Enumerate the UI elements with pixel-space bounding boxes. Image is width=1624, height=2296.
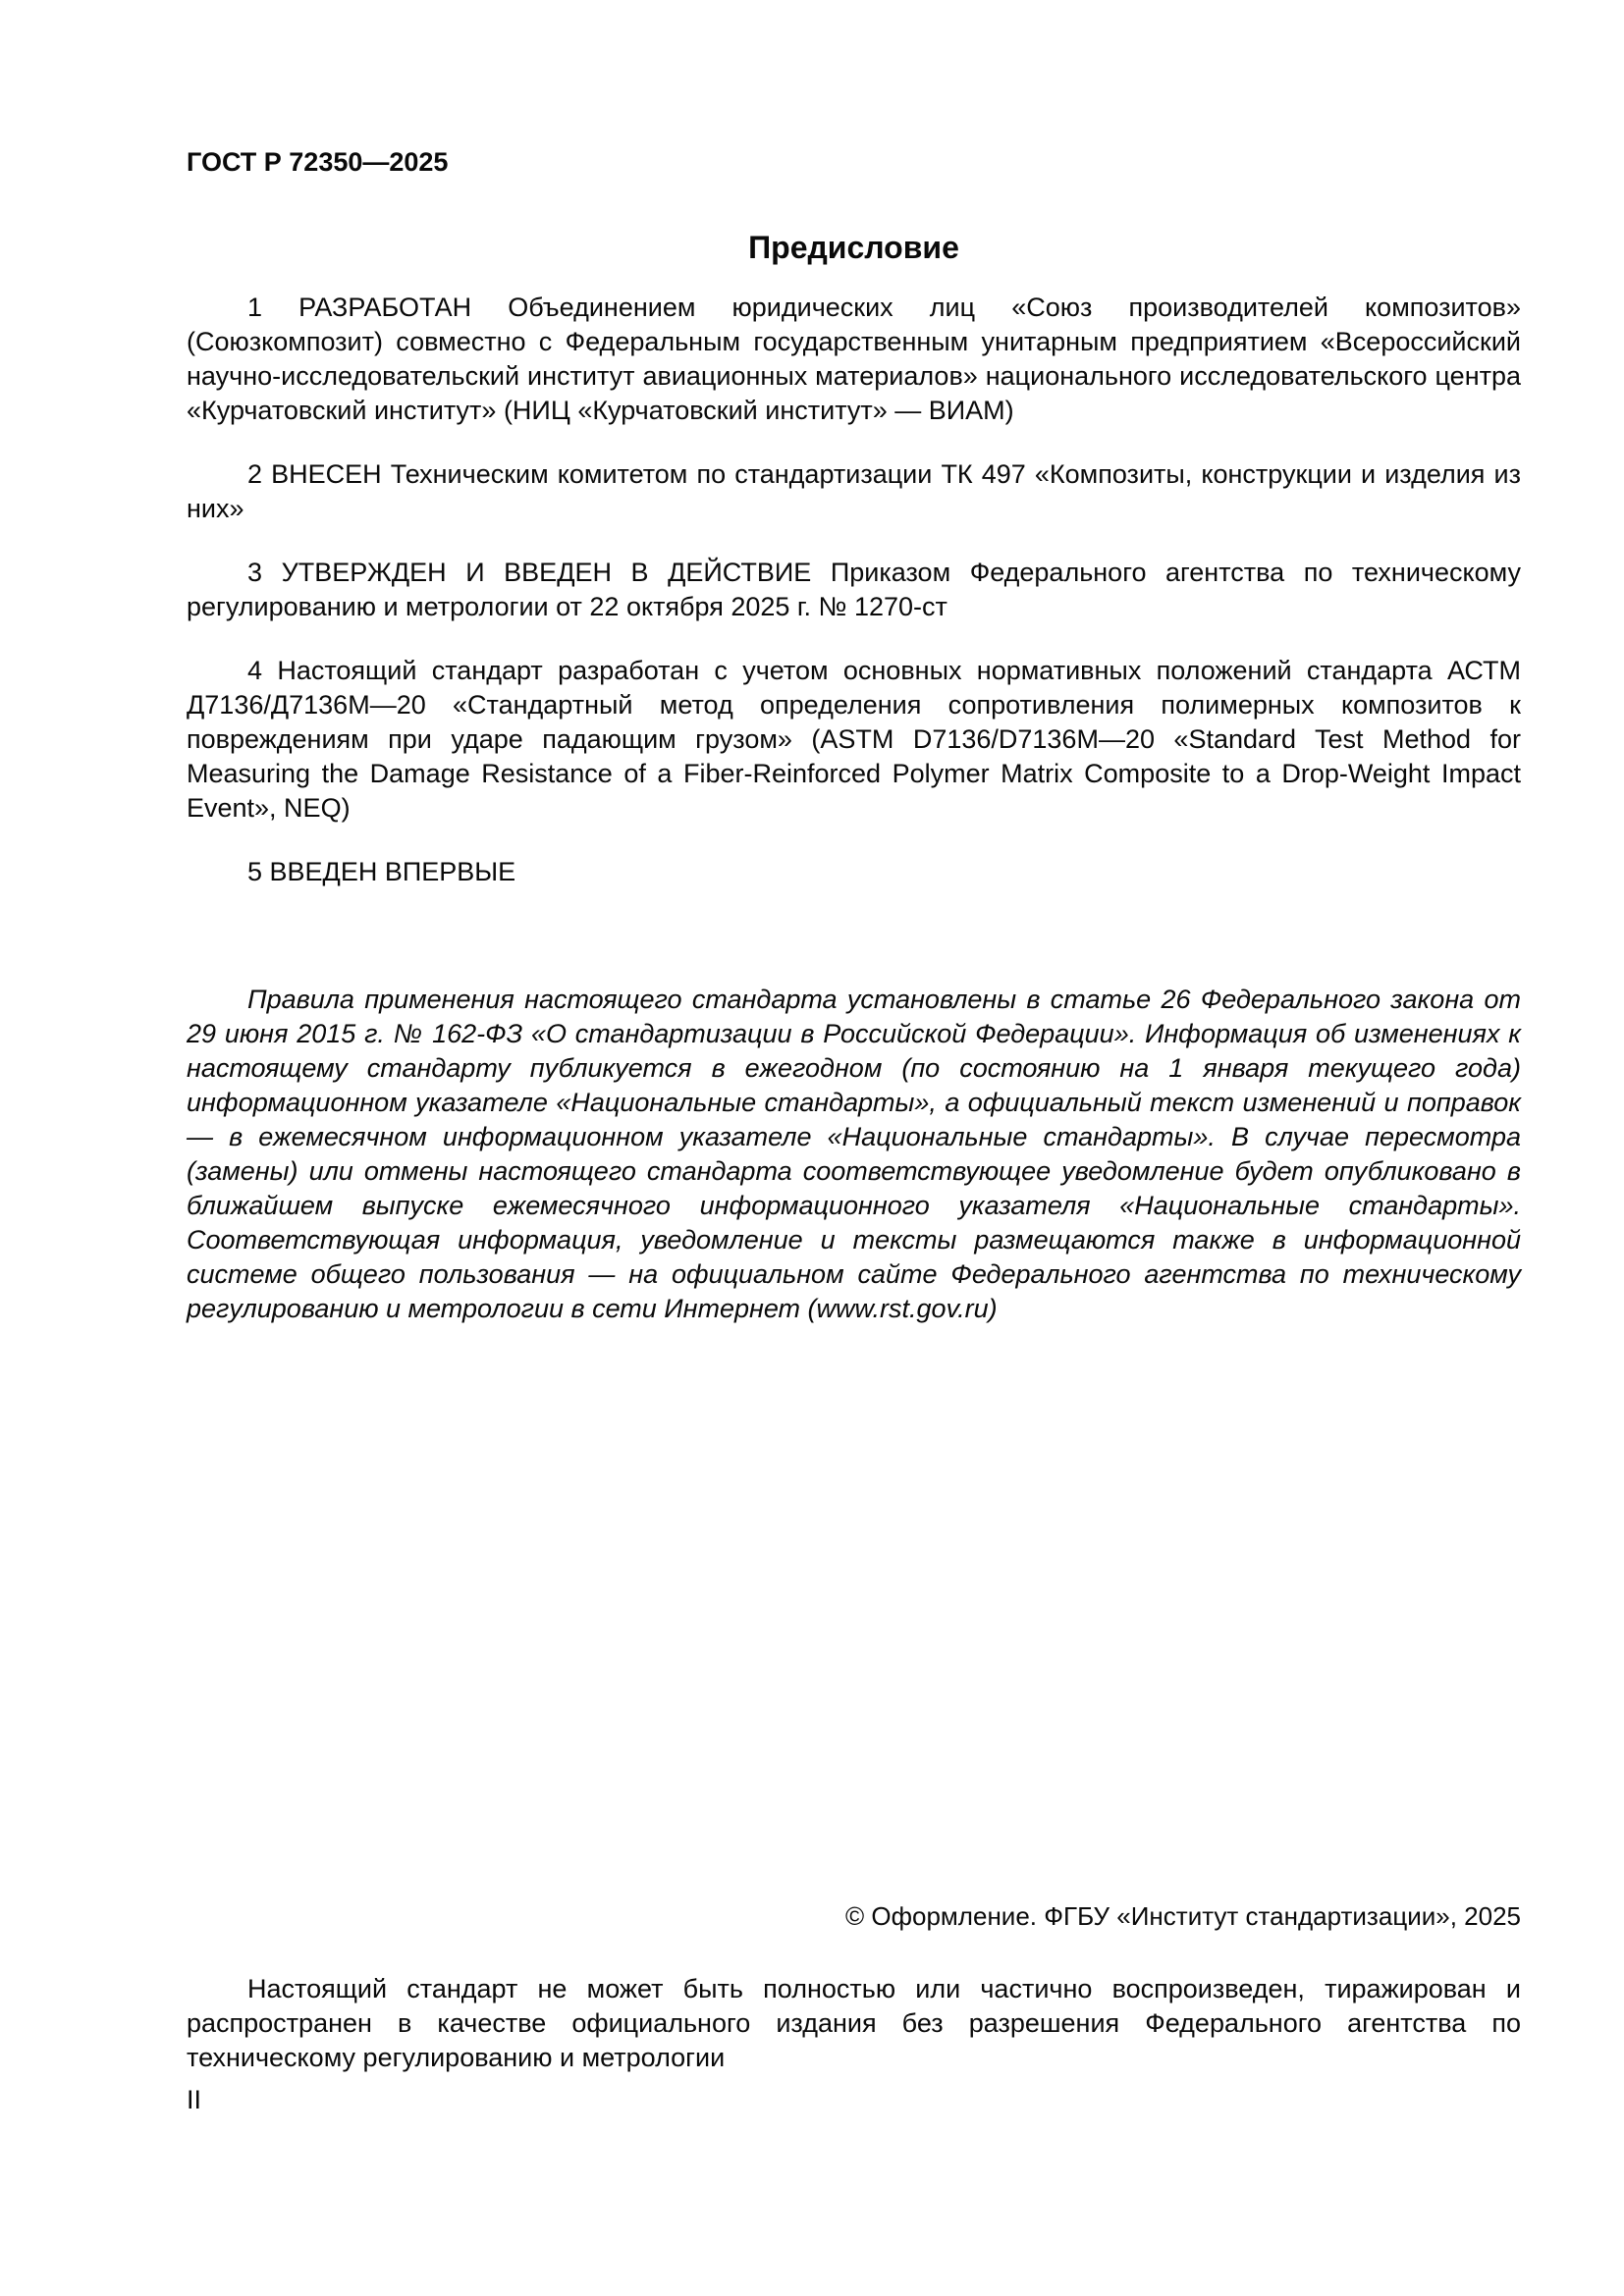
standard-designation: ГОСТ Р 72350—2025: [187, 147, 449, 177]
foreword-item-3: 3 УТВЕРЖДЕН И ВВЕДЕН В ДЕЙСТВИЕ Приказом Федерального агентства по техническому регулированию и метрологии от 22 октября 2025 г. № 1270-ст: [187, 558, 1521, 621]
reproduction-notice: Настоящий стандарт не может быть полностью или частично воспроизведен, тиражирован и распространен в качестве официального издания без разрешения Федерального агентства по техническому регулированию и метрологии: [187, 1974, 1521, 2072]
foreword-item-1: 1 РАЗРАБОТАН Объединением юридических лиц «Союз производителей композитов» (Союзкомпозит) совместно с Федеральным государственным унитарным предприятием «Всероссийский научно-исследовательский институт авиационных материалов» национального исследовательского центра «Курчатовский институт» (НИЦ «Курчатовский институт» — ВИАМ): [187, 293, 1521, 425]
page-number: II: [187, 2085, 202, 2114]
legal-notice: Правила применения настоящего стандарта установлены в статье 26 Федерального закона от 29 июня 2015 г. № 162-ФЗ «О стандартизации в Российской Федерации». Информация об изменениях к настоящему стандарту публикуется в ежегодном (по состоянию на 1 января текущего года) информационном указателе «Национальные стандарты», а официальный текст изменений и поправок — в ежемесячном информационном указателе «Национальные стандарты». В случае пересмотра (замены) или отмены настоящего стандарта соответствующее уведомление будет опубликовано в ближайшем выпуске ежемесячного информационного указателя «Национальные стандарты». Соответствующая информация, уведомление и тексты размещаются также в информационной системе общего пользования — на официальном сайте Федерального агентства по техническому регулированию и метрологии в сети Интернет (www.rst.gov.ru): [187, 985, 1521, 1323]
page-title: Предисловие: [748, 230, 959, 265]
foreword-item-4: 4 Настоящий стандарт разработан с учетом основных нормативных положений стандарта АСТМ Д7136/Д7136М—20 «Стандартный метод определения сопротивления полимерных композитов к повреждениям при ударе падающим грузом» (ASTM D7136/D7136M—20 «Standard Test Method for Measuring the Damage Resistance of a Fiber-Reinforced Polymer Matrix Composite to a Drop-Weight Impact Event», NEQ): [187, 656, 1521, 823]
copyright-line: © Оформление. ФГБУ «Институт стандартизации», 2025: [845, 1901, 1521, 1931]
foreword-item-2: 2 ВНЕСЕН Техническим комитетом по стандартизации ТК 497 «Композиты, конструкции и изделия из них»: [187, 459, 1521, 523]
footer-block: [187, 1899, 1521, 2117]
foreword-item-5: 5 ВВЕДЕН ВПЕРВЫЕ: [247, 857, 516, 886]
